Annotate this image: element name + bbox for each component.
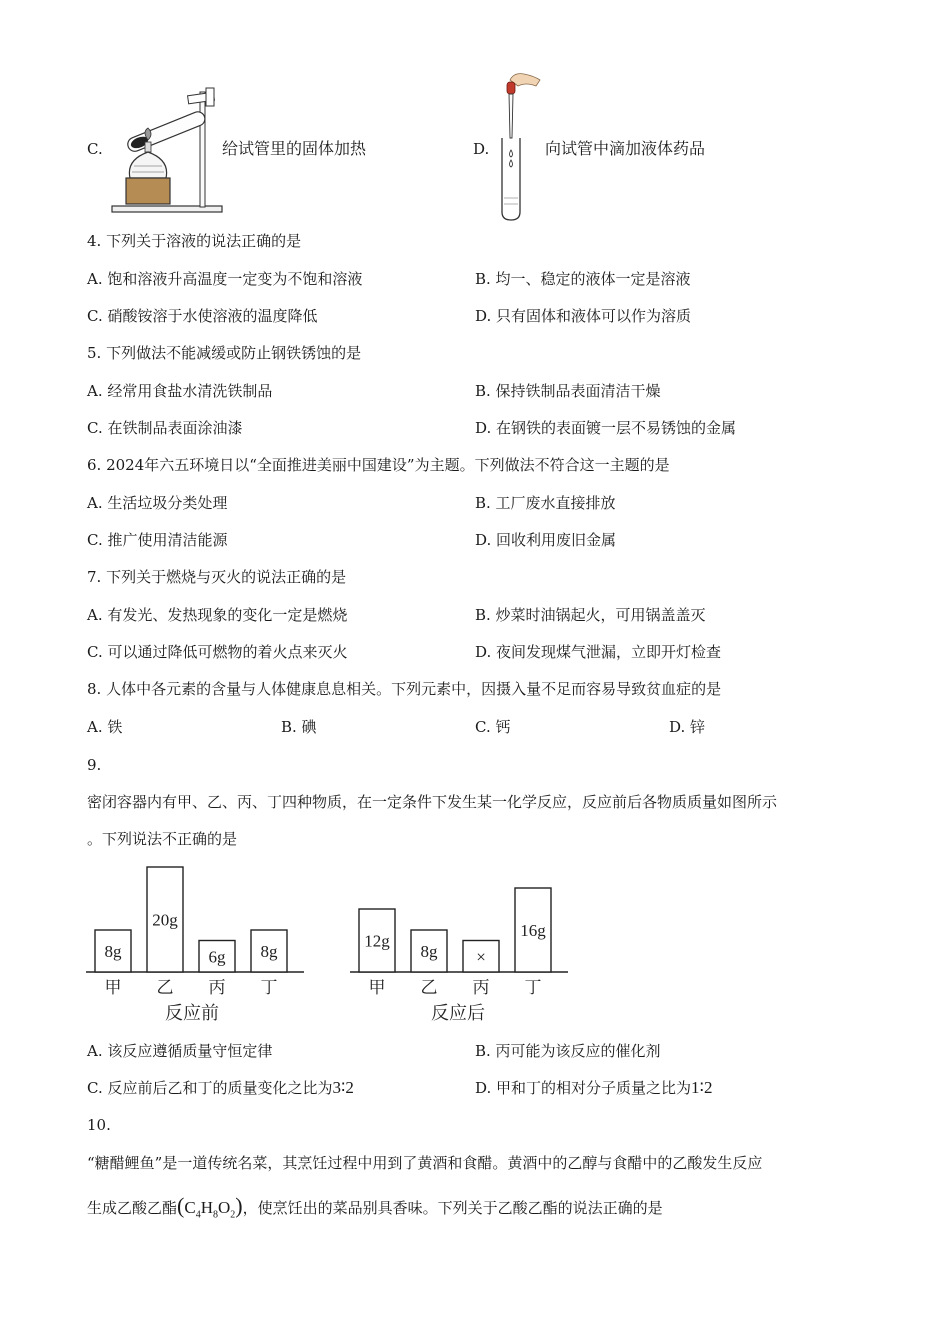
bar-value-label: 8g: [260, 942, 278, 961]
bar-value-label: 8g: [104, 942, 122, 961]
category-label: 丙: [208, 978, 226, 997]
option-c-text: C. 反应前后乙和丁的质量变化之比为: [87, 1079, 333, 1097]
option-d: D. 锌: [669, 718, 706, 736]
option-c: C. 在铁制品表面涂油漆: [87, 419, 243, 437]
question-stem: “糖醋鲤鱼”是一道传统名菜，其烹饪过程中用到了黄酒和食醋。黄酒中的乙醇与食醋中的乙酸发生反应: [87, 1154, 763, 1172]
question-number: 10.: [87, 1116, 111, 1134]
option-a: A. 经常用食盐水清洗铁制品: [87, 382, 273, 400]
option-c: C. 推广使用清洁能源: [87, 531, 228, 549]
question-stem: 8. 人体中各元素的含量与人体健康息息相关。下列元素中，因摄入量不足而容易导致贫血症的是: [87, 680, 722, 698]
option-c: [87, 1078, 354, 1098]
question-stem: 6. 2024年六五环境日以“全面推进美丽中国建设”为主题。下列做法不符合这一主题的是: [87, 456, 670, 474]
bar-value-label: 16g: [520, 921, 546, 940]
question-stem-cont: [87, 1193, 663, 1225]
option-b: B. 炒菜时油锅起火，可用锅盖盖灭: [475, 606, 706, 624]
ratio-value: 1∶2: [691, 1078, 713, 1097]
question-stem: 7. 下列关于燃烧与灭火的说法正确的是: [87, 568, 347, 586]
chemical-formula: $(C_4H_8O_2)$: [177, 1193, 243, 1221]
ratio-value: 3∶2: [332, 1078, 354, 1097]
option-b: B. 碘: [281, 718, 317, 736]
option-d: [475, 1078, 712, 1098]
question-stem: 5. 下列做法不能减缓或防止钢铁锈蚀的是: [87, 344, 362, 362]
question-stem: 4. 下列关于溶液的说法正确的是: [87, 232, 302, 250]
bar-value-label: 6g: [208, 947, 226, 967]
option-b: B. 均一、稳定的液体一定是溶液: [475, 270, 691, 288]
category-label: 乙: [420, 978, 438, 997]
option-c: C. 硝酸铵溶于水使溶液的温度降低: [87, 307, 318, 325]
option-d: D. 回收利用废旧金属: [475, 531, 617, 549]
option-a: A. 该反应遵循质量守恒定律: [87, 1042, 273, 1060]
question-number: 9.: [87, 756, 102, 774]
stem-part: 生成乙酸乙酯: [87, 1199, 178, 1217]
option-letter: C.: [87, 140, 103, 158]
category-label: 甲: [104, 978, 122, 997]
bar-value-label: 12g: [364, 931, 390, 951]
option-c: C. 可以通过降低可燃物的着火点来灭火: [87, 643, 348, 661]
option-d-text: D. 甲和丁的相对分子质量之比为: [475, 1079, 692, 1097]
option-text: 给试管里的固体加热: [222, 139, 367, 158]
option-letter: D.: [473, 140, 490, 158]
option-a: A. 有发光、发热现象的变化一定是燃烧: [87, 606, 348, 624]
category-label: 丙: [472, 978, 490, 997]
option-d: D. 只有固体和液体可以作为溶质: [475, 307, 692, 325]
dropper-test-tube-illustration: [496, 70, 546, 222]
category-label: 丁: [260, 978, 278, 997]
bar-value-label: ×: [476, 947, 486, 967]
stem-part: ，使烹饪出的菜品别具香味。下列关于乙酸乙酯的说法正确的是: [242, 1199, 663, 1217]
option-b: B. 工厂废水直接排放: [475, 494, 616, 512]
option-a: A. 饱和溶液升高温度一定变为不饱和溶液: [87, 270, 363, 288]
option-b: B. 丙可能为该反应的催化剂: [475, 1042, 661, 1060]
option-text: 向试管中滴加液体药品: [545, 139, 706, 158]
category-label: 甲: [368, 978, 386, 997]
bar-value-label: 8g: [420, 942, 438, 961]
question-stem: 密闭容器内有甲、乙、丙、丁四种物质，在一定条件下发生某一化学反应，反应前后各物质质量如图所示: [87, 793, 778, 811]
chart-title: 反应后: [431, 1003, 485, 1023]
bar-value-label: 20g: [152, 910, 178, 930]
category-label: 乙: [156, 978, 174, 997]
option-d: D. 夜间发现煤气泄漏，立即开灯检查: [475, 643, 722, 661]
mass-bar-charts: [86, 858, 586, 1028]
option-a: A. 生活垃圾分类处理: [87, 494, 228, 512]
option-a: A. 铁: [87, 718, 123, 736]
option-c: C. 钙: [475, 718, 511, 736]
category-label: 丁: [524, 978, 542, 997]
option-b: B. 保持铁制品表面清洁干燥: [475, 382, 661, 400]
question-stem-cont: 。下列说法不正确的是: [87, 830, 238, 848]
option-d: D. 在钢铁的表面镀一层不易锈蚀的金属: [475, 419, 737, 437]
heating-test-tube-illustration: [108, 82, 228, 217]
chart-title: 反应前: [165, 1003, 219, 1023]
